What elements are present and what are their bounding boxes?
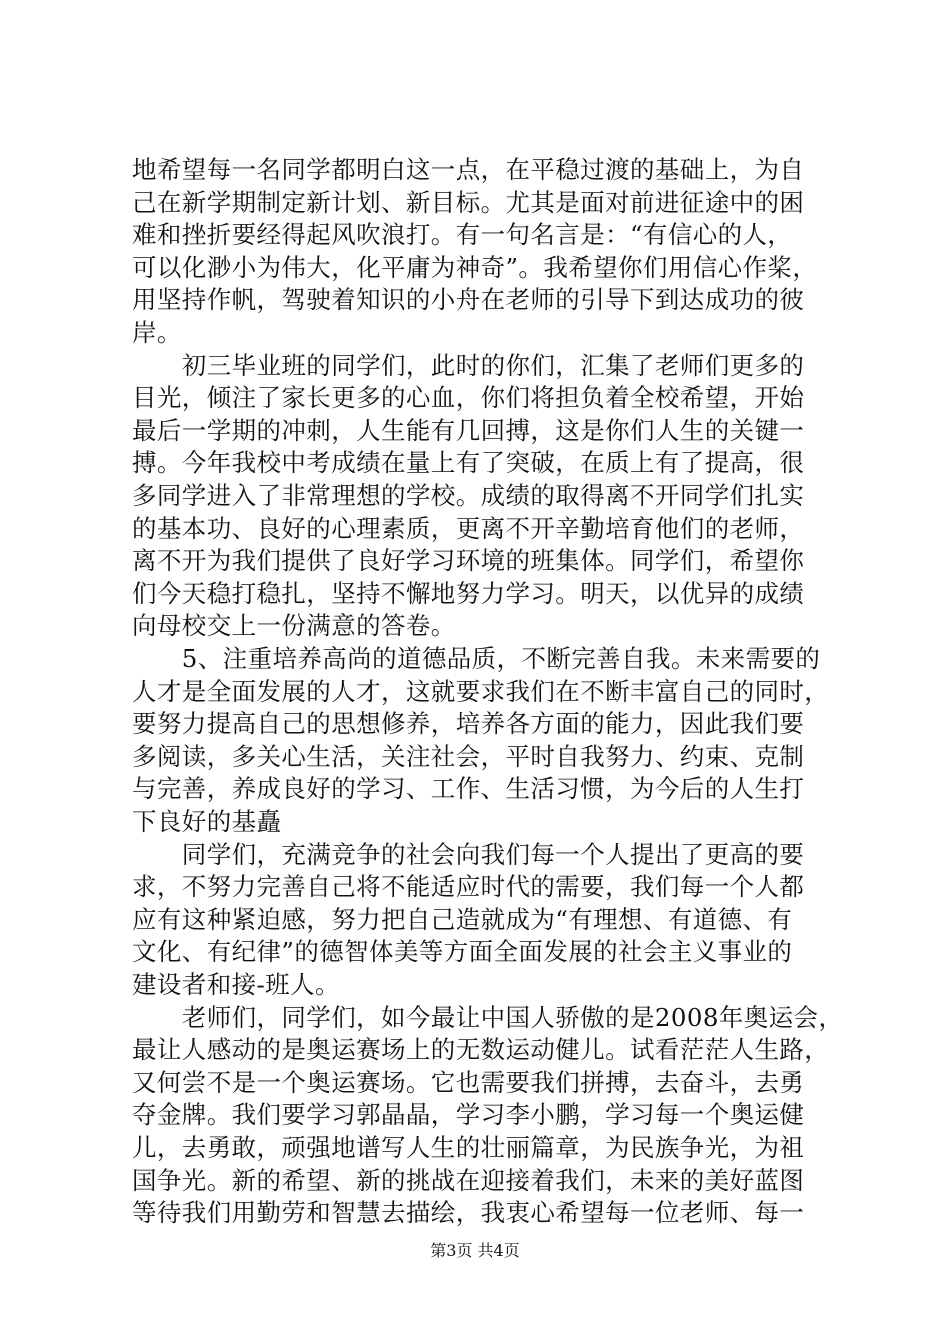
- text-line: 文化、有纪律”的德智体美等方面全面发展的社会主义事业的: [132, 937, 793, 967]
- text-line: 5、注重培养高尚的道德品质，不断完善自我。未来需要的: [132, 644, 821, 673]
- text-line: 等待我们用勤劳和智慧去描绘，我衷心希望每一位老师、每一: [132, 1198, 805, 1228]
- text-line: 岸。: [132, 318, 182, 347]
- text-line: 最后一学期的冲刺，人生能有几回搏，这是你们人生的关键一: [132, 415, 805, 445]
- text-line: 向母校交上一份满意的答卷。: [132, 611, 456, 641]
- text-line: 的基本功、良好的心理素质，更离不开辛勤培育他们的老师，: [132, 513, 805, 543]
- text-line: 儿，去勇敢，顽强地谱写人生的壮丽篇章，为民族争光，为祖: [132, 1133, 805, 1162]
- text-line: 离不开为我们提供了良好学习环境的班集体。同学们，希望你: [132, 546, 805, 576]
- text-line: 老师们，同学们，如今最让中国人骄傲的是2008年奥运会，: [132, 1002, 844, 1032]
- text-line: 同学们，充满竞争的社会向我们每一个人提出了更高的要: [132, 839, 805, 869]
- text-line: 国争光。新的希望、新的挑战在迎接着我们，未来的美好蓝图: [132, 1165, 805, 1195]
- text-line: 可以化渺小为伟大，化平庸为神奇”。我希望你们用信心作桨，: [132, 252, 818, 282]
- page-number-footer: 第3页 共4页: [430, 1241, 520, 1260]
- text-line: 最让人感动的是奥运赛场上的无数运动健儿。试看茫茫人生路，: [132, 1035, 830, 1065]
- text-line: 应有这种紧迫感，努力把自己造就成为“有理想、有道德、有: [132, 904, 793, 934]
- text-line: 用坚持作帆，驾驶着知识的小舟在老师的引导下到达成功的彼: [132, 285, 805, 315]
- text-line: 求，不努力完善自己将不能适应时代的需要，我们每一个人都: [132, 872, 805, 902]
- text-line: 多阅读，多关心生活，关注社会，平时自我努力、约束、克制: [132, 741, 805, 771]
- text-line: 夺金牌。我们要学习郭晶晶，学习李小鹏，学习每一个奥运健: [132, 1100, 805, 1130]
- text-line: 地希望每一名同学都明白这一点，在平稳过渡的基础上，为自: [132, 155, 805, 184]
- text-line: 初三毕业班的同学们，此时的你们，汇集了老师们更多的: [132, 350, 805, 380]
- text-line: 们今天稳打稳扎，坚持不懈地努力学习。明天，以优异的成绩: [132, 578, 805, 608]
- text-line: 建设者和接-班人。: [132, 970, 340, 999]
- text-line: 己在新学期制定新计划、新目标。尤其是面对前进征途中的困: [132, 187, 805, 217]
- text-line: 目光，倾注了家长更多的心血，你们将担负着全校希望，开始: [132, 383, 805, 413]
- text-line: 搏。今年我校中考成绩在量上有了突破，在质上有了提高，很: [132, 448, 805, 478]
- text-line: 下良好的基矗: [132, 807, 282, 836]
- text-line: 人才是全面发展的人才，这就要求我们在不断丰富自己的同时，: [132, 676, 830, 706]
- text-line: 要努力提高自己的思想修养，培养各方面的能力，因此我们要: [132, 709, 805, 739]
- text-line: 又何尝不是一个奥运赛场。它也需要我们拼搏，去奋斗，去勇: [132, 1067, 805, 1097]
- text-line: 多同学进入了非常理想的学校。成绩的取得离不开同学们扎实: [132, 481, 805, 510]
- text-line: 难和挫折要经得起风吹浪打。有一句名言是：“有信心的人，: [132, 220, 793, 250]
- text-line: 与完善，养成良好的学习、工作、生活习惯，为今后的人生打: [132, 774, 805, 804]
